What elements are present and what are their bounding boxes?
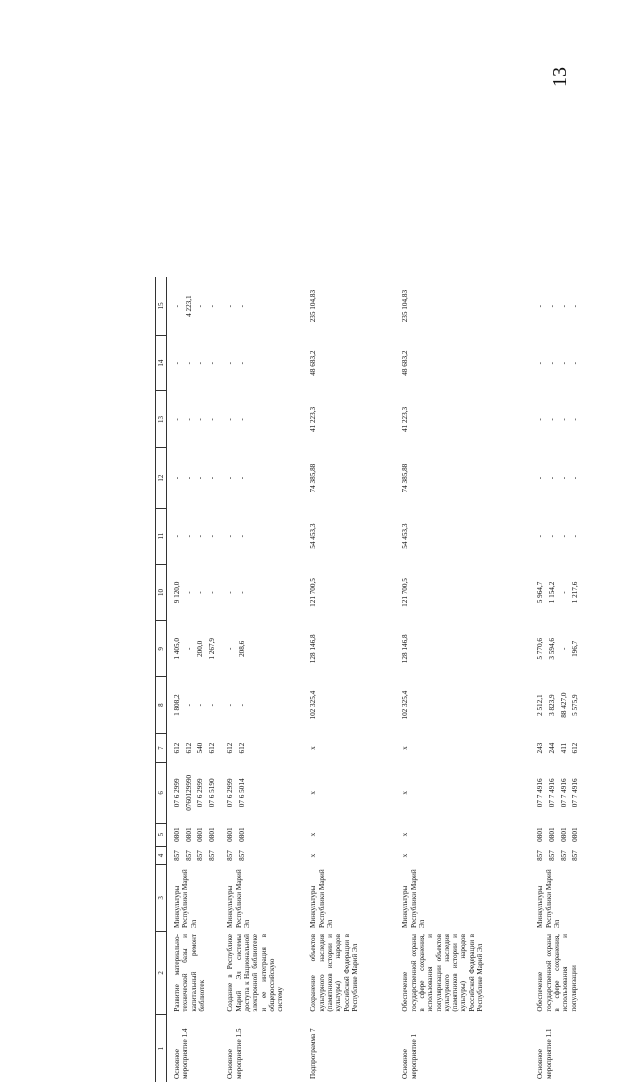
value-cell xyxy=(530,762,636,822)
value-cell xyxy=(395,508,530,564)
value-cell xyxy=(220,447,303,507)
value: 102 325,4 xyxy=(309,679,318,730)
value: 208,6 xyxy=(238,623,247,673)
value: - xyxy=(207,393,216,444)
value: 235 104,83 xyxy=(401,280,410,332)
value: 857 xyxy=(559,849,568,862)
value: x xyxy=(309,765,318,819)
value-cell xyxy=(395,733,530,762)
value: 3 594,6 xyxy=(548,623,557,673)
item-name-cell xyxy=(530,1014,636,1081)
value: x xyxy=(401,765,410,819)
value: x xyxy=(401,849,410,862)
value: x xyxy=(401,826,410,843)
executor: Минкультуры Республики Марий Эл xyxy=(536,869,561,928)
item-description: Создание в Республике Марий Эл системы доступа к Национальной электронной библиотеке и ее интеграция в общероссийскую систему xyxy=(226,934,284,1012)
item-description-cell xyxy=(303,931,395,1015)
value: - xyxy=(548,393,557,444)
value: - xyxy=(184,450,193,504)
value: - xyxy=(238,679,247,730)
value-cell xyxy=(220,390,303,447)
value: - xyxy=(238,567,247,618)
header-cell: 11 xyxy=(155,508,166,564)
value: 857 xyxy=(536,849,545,862)
value: 235 104,83 xyxy=(309,280,318,332)
value: - xyxy=(184,511,193,561)
value-cell xyxy=(166,733,220,762)
item-description: Сохранение объектов культурного наследия (памятников истории и культуры) народов Российской Федерации в Республике Марий Эл xyxy=(309,934,358,1012)
value-cell xyxy=(303,508,395,564)
value: - xyxy=(571,393,580,444)
executor: Минкультуры Республики Марий Эл xyxy=(226,869,251,928)
header-cell: 14 xyxy=(155,335,166,391)
header-cell: 13 xyxy=(155,390,166,447)
value: - xyxy=(536,338,545,388)
value: 857 xyxy=(207,849,216,862)
value-cell xyxy=(395,620,530,676)
value: 857 xyxy=(548,849,557,862)
header-cell: 1 xyxy=(155,1014,166,1081)
value-cell xyxy=(220,762,303,822)
value-cell xyxy=(395,335,530,391)
value: - xyxy=(226,567,235,618)
value: - xyxy=(226,393,235,444)
value: - xyxy=(548,280,557,332)
value: - xyxy=(196,393,205,444)
value: x xyxy=(401,736,410,759)
value: - xyxy=(184,623,193,673)
value: - xyxy=(548,511,557,561)
header-row xyxy=(155,277,166,1082)
value: - xyxy=(238,280,247,332)
value: 07 6 5190 xyxy=(207,765,216,819)
value-cell xyxy=(303,762,395,822)
value: 3 823,9 xyxy=(548,679,557,730)
value-cell xyxy=(166,277,220,335)
value: 857 xyxy=(196,849,205,862)
value: - xyxy=(173,338,182,388)
value-cell xyxy=(303,564,395,621)
value-cell xyxy=(395,676,530,733)
value: 612 xyxy=(226,736,235,759)
value: 0801 xyxy=(207,826,216,843)
value-cell xyxy=(166,762,220,822)
value: - xyxy=(559,567,568,618)
value: 121 700,5 xyxy=(401,567,410,618)
value: - xyxy=(184,567,193,618)
item-description-cell xyxy=(166,931,220,1015)
value: - xyxy=(207,511,216,561)
value: 48 683,2 xyxy=(401,338,410,388)
item-name: Основное мероприятие 1.4 xyxy=(173,1028,189,1078)
page-number: 13 xyxy=(545,47,575,107)
value: 612 xyxy=(207,736,216,759)
value: - xyxy=(196,450,205,504)
value-cell xyxy=(166,823,220,846)
value-cell xyxy=(395,823,530,846)
value: - xyxy=(207,280,216,332)
header-cell: 4 xyxy=(155,846,166,865)
header-cell: 2 xyxy=(155,931,166,1015)
value: - xyxy=(226,450,235,504)
value: 0801 xyxy=(536,826,545,843)
value: 48 683,2 xyxy=(309,338,318,388)
value-cell xyxy=(530,390,636,447)
value: 41 223,3 xyxy=(309,393,318,444)
value: 41 223,3 xyxy=(401,393,410,444)
value-cell xyxy=(220,564,303,621)
item-name: Подпрограмма 7 xyxy=(309,1028,317,1079)
value: 128 146,8 xyxy=(401,623,410,673)
executor: Минкультуры Республики Марий Эл xyxy=(401,869,426,928)
value-cell xyxy=(166,447,220,507)
executor-cell xyxy=(166,864,220,930)
value: - xyxy=(238,450,247,504)
value: 857 xyxy=(173,849,182,862)
value: 857 xyxy=(238,849,247,862)
value: - xyxy=(238,338,247,388)
value: - xyxy=(559,280,568,332)
value: - xyxy=(173,450,182,504)
value: - xyxy=(238,511,247,561)
value: - xyxy=(238,393,247,444)
value: 07 7 4916 xyxy=(559,765,568,819)
value: 200,0 xyxy=(196,623,205,673)
value: 196,7 xyxy=(571,623,580,673)
value: - xyxy=(559,450,568,504)
value-cell xyxy=(395,277,530,335)
value: 0801 xyxy=(196,826,205,843)
value-cell xyxy=(166,390,220,447)
value: 857 xyxy=(226,849,235,862)
value: - xyxy=(571,280,580,332)
value-cell xyxy=(220,335,303,391)
value: - xyxy=(184,679,193,730)
value: 07 6 2999 xyxy=(226,765,235,819)
header-cell: 6 xyxy=(155,762,166,822)
value: 88 427,0 xyxy=(559,679,568,730)
value: 612 xyxy=(238,736,247,759)
value-cell xyxy=(530,823,636,846)
value: - xyxy=(207,567,216,618)
value: - xyxy=(196,567,205,618)
value: 2 512,1 xyxy=(536,679,545,730)
item-name: Основное мероприятие 1.1 xyxy=(536,1028,552,1078)
value: - xyxy=(173,393,182,444)
header-cell: 5 xyxy=(155,823,166,846)
value-cell xyxy=(303,447,395,507)
value: 0801 xyxy=(173,826,182,843)
value-cell xyxy=(303,676,395,733)
value: - xyxy=(196,511,205,561)
value: - xyxy=(536,393,545,444)
value: - xyxy=(196,280,205,332)
value: x xyxy=(309,826,318,843)
value: 07 7 4916 xyxy=(548,765,557,819)
value-cell xyxy=(166,846,220,865)
value-cell xyxy=(166,335,220,391)
item-name-cell xyxy=(166,1014,220,1081)
value: - xyxy=(226,280,235,332)
executor-cell xyxy=(303,864,395,930)
value: 1 405,0 xyxy=(173,623,182,673)
value: 0801 xyxy=(559,826,568,843)
item-name-cell xyxy=(395,1014,530,1081)
value: 54 453,3 xyxy=(309,511,318,561)
value: - xyxy=(536,450,545,504)
value-cell xyxy=(395,762,530,822)
value: 612 xyxy=(173,736,182,759)
item-name-cell xyxy=(220,1014,303,1081)
value-cell xyxy=(395,846,530,865)
value: 54 453,3 xyxy=(401,511,410,561)
value-cell xyxy=(303,335,395,391)
value: 74 385,88 xyxy=(309,450,318,504)
value-cell xyxy=(220,508,303,564)
value: - xyxy=(571,511,580,561)
value-cell xyxy=(395,564,530,621)
header-cell: 3 xyxy=(155,864,166,930)
header-cell: 10 xyxy=(155,564,166,621)
table-row xyxy=(166,277,220,1082)
value: 244 xyxy=(548,736,557,759)
value-cell xyxy=(303,390,395,447)
value: 612 xyxy=(571,736,580,759)
value: 07 6 2999 xyxy=(173,765,182,819)
budget-table xyxy=(155,277,636,1082)
executor-cell xyxy=(220,864,303,930)
value-cell xyxy=(220,733,303,762)
value: 612 xyxy=(184,736,193,759)
value: - xyxy=(571,450,580,504)
value: 0760129990 xyxy=(184,765,193,819)
value: 540 xyxy=(196,736,205,759)
value: - xyxy=(196,679,205,730)
value-cell xyxy=(303,620,395,676)
table-row xyxy=(220,277,303,1082)
value-cell xyxy=(530,277,636,335)
value: - xyxy=(184,338,193,388)
value: 07 7 4916 xyxy=(536,765,545,819)
executor-cell xyxy=(530,864,636,930)
value: - xyxy=(571,338,580,388)
value-cell xyxy=(220,676,303,733)
executor: Минкультуры Республики Марий Эл xyxy=(309,869,334,928)
value-cell xyxy=(395,447,530,507)
item-name-cell xyxy=(303,1014,395,1081)
value-cell xyxy=(303,823,395,846)
value: - xyxy=(173,280,182,332)
item-name: Основное мероприятие 1.5 xyxy=(226,1028,242,1078)
value: - xyxy=(559,511,568,561)
value: - xyxy=(196,338,205,388)
value: 102 325,4 xyxy=(401,679,410,730)
value-cell xyxy=(395,390,530,447)
value-cell xyxy=(303,733,395,762)
value-cell xyxy=(530,508,636,564)
value: - xyxy=(226,511,235,561)
value: - xyxy=(559,393,568,444)
value-cell xyxy=(530,620,636,676)
value: 5 964,7 xyxy=(536,567,545,618)
value: - xyxy=(207,679,216,730)
value: - xyxy=(548,450,557,504)
value: - xyxy=(226,338,235,388)
value: 0801 xyxy=(548,826,557,843)
value: 4 223,1 xyxy=(184,280,193,332)
value: 5 575,9 xyxy=(571,679,580,730)
value-cell xyxy=(530,335,636,391)
value: - xyxy=(173,511,182,561)
value-cell xyxy=(166,508,220,564)
value-cell xyxy=(166,564,220,621)
header-cell: 15 xyxy=(155,277,166,335)
table-row xyxy=(395,277,530,1082)
value: - xyxy=(226,623,235,673)
value: 07 6 5014 xyxy=(238,765,247,819)
value: 128 146,8 xyxy=(309,623,318,673)
value: 1 154,2 xyxy=(548,567,557,618)
value-cell xyxy=(220,846,303,865)
executor-cell xyxy=(395,864,530,930)
item-description-cell xyxy=(530,931,636,1015)
value-cell xyxy=(530,676,636,733)
value-cell xyxy=(220,277,303,335)
table-row xyxy=(303,277,395,1082)
value: 07 6 2999 xyxy=(196,765,205,819)
value-cell xyxy=(220,823,303,846)
item-description: Обеспечение государственной охраны в сфере сохранения, использования и популяризации xyxy=(536,934,577,1012)
value: 0801 xyxy=(184,826,193,843)
value: x xyxy=(309,849,318,862)
item-name: Основное мероприятие 1 xyxy=(401,1033,417,1078)
header-cell: 8 xyxy=(155,676,166,733)
executor: Минкультуры Республики Марий Эл xyxy=(173,869,198,928)
value: 1 217,6 xyxy=(571,567,580,618)
header-cell: 9 xyxy=(155,620,166,676)
item-description-cell xyxy=(395,931,530,1015)
table-row xyxy=(530,277,636,1082)
value: 0801 xyxy=(238,826,247,843)
value: - xyxy=(559,623,568,673)
value: 1 808,2 xyxy=(173,679,182,730)
value: - xyxy=(548,338,557,388)
value-cell xyxy=(530,846,636,865)
value: - xyxy=(207,338,216,388)
value: 74 385,88 xyxy=(401,450,410,504)
value: 1 267,9 xyxy=(207,623,216,673)
value-cell xyxy=(530,733,636,762)
value: 5 770,6 xyxy=(536,623,545,673)
value: - xyxy=(184,393,193,444)
value: x xyxy=(309,736,318,759)
rotated-table-area xyxy=(155,277,636,1082)
value: 857 xyxy=(184,849,193,862)
value: - xyxy=(559,338,568,388)
value: 07 7 4916 xyxy=(571,765,580,819)
item-description-cell xyxy=(220,931,303,1015)
value: 0801 xyxy=(571,826,580,843)
header-cell: 12 xyxy=(155,447,166,507)
item-description: Развитие материально-технической базы и капитальный ремонт библиотек xyxy=(173,934,206,1012)
value: 411 xyxy=(559,736,568,759)
item-description: Обеспечение государственной охраны в сфере сохранения, использования и популяризации объектов культурного наследия (памятников истории и культуры) народов Российской Федерации в Республике Марий Эл xyxy=(401,934,484,1012)
value-cell xyxy=(530,447,636,507)
value: 0801 xyxy=(226,826,235,843)
value: - xyxy=(207,450,216,504)
value-cell xyxy=(303,277,395,335)
header-cell: 7 xyxy=(155,733,166,762)
value-cell xyxy=(166,620,220,676)
value: 121 700,5 xyxy=(309,567,318,618)
value: - xyxy=(536,511,545,561)
value: 243 xyxy=(536,736,545,759)
value-cell xyxy=(166,676,220,733)
value-cell xyxy=(303,846,395,865)
value: - xyxy=(536,280,545,332)
value: 857 xyxy=(571,849,580,862)
value-cell xyxy=(530,564,636,621)
value: 9 120,0 xyxy=(173,567,182,618)
value-cell xyxy=(220,620,303,676)
value: - xyxy=(226,679,235,730)
